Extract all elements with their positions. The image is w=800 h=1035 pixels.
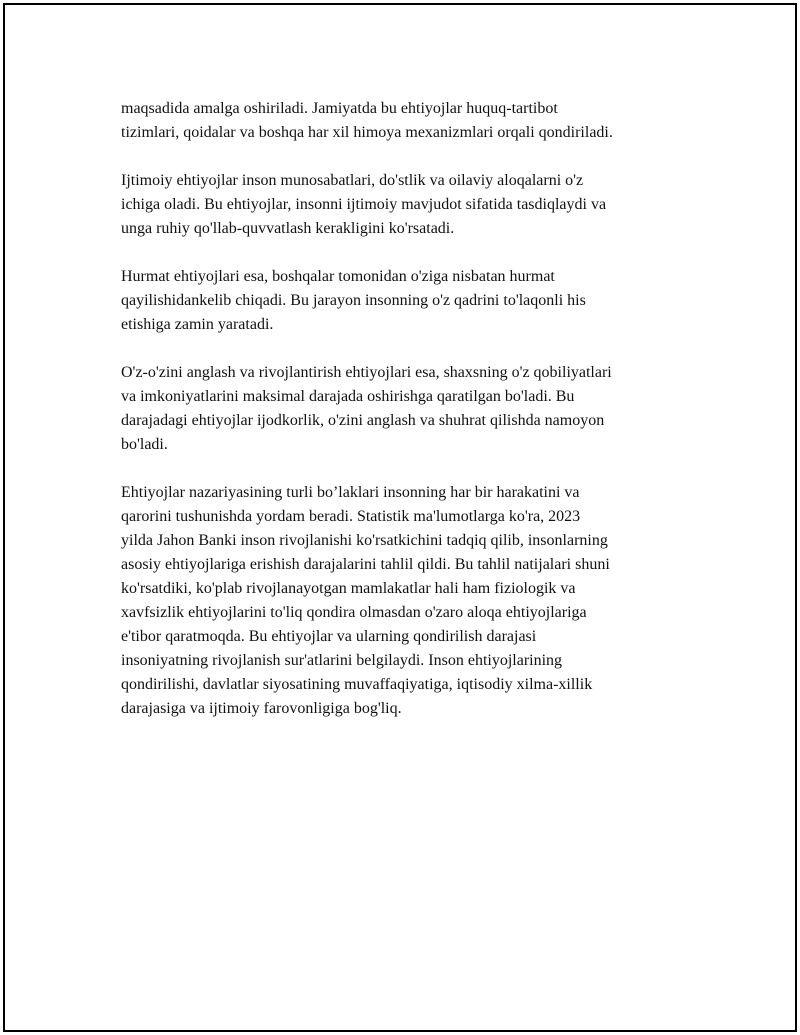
text-line: insoniyatning rivojlanish sur'atlarini belgilaydi. Inson ehtiyojlarining [121,652,563,669]
text-line: tizimlari, qoidalar va boshqa har xil himoya mexanizmlari orqali qondiriladi. [121,124,613,141]
paragraph-needs-theory-statistics [121,481,691,721]
text-line: e'tibor qaratmoqda. Bu ehtiyojlar va ularning qondirilish darajasi [121,628,537,645]
text-line: asosiy ehtiyojlariga erishish darajalarini tahlil qildi. Bu tahlil natijalari shuni [121,556,610,573]
text-line: maqsadida amalga oshiriladi. Jamiyatda bu ehtiyojlar huquq-tartibot [121,100,558,117]
paragraph-security-needs [121,97,691,145]
text-line: ichiga oladi. Bu ehtiyojlar, insonni ijtimoiy mavjudot sifatida tasdiqlaydi va [121,196,607,213]
paragraph-social-needs [121,169,691,241]
text-line: O'z-o'zini anglash va rivojlantirish ehtiyojlari esa, shaxsning o'z qobiliyatlari [121,364,612,381]
text-line: darajasiga va ijtimoiy farovonligiga bog'liq. [121,700,402,717]
page-frame [3,3,797,1032]
paragraph-self-actualization-needs [121,361,691,457]
text-line: ko'rsatdiki, ko'plab rivojlanayotgan mamlakatlar hali ham fiziologik va [121,580,576,597]
text-line: unga ruhiy qo'llab-quvvatlash kerakligini ko'rsatadi. [121,220,455,237]
document-body [121,97,691,745]
text-line: yilda Jahon Banki inson rivojlanishi ko'rsatkichini tadqiq qilib, insonlarning [121,532,608,549]
text-line: xavfsizlik ehtiyojlarini to'liq qondira olmasdan o'zaro aloqa ehtiyojlariga [121,604,587,621]
text-line: qarorini tushunishda yordam beradi. Statistik ma'lumotlarga ko'ra, 2023 [121,508,581,525]
text-line: va imkoniyatlarini maksimal darajada oshirishga qaratilgan bo'ladi. Bu [121,388,575,405]
text-line: qondirilishi, davlatlar siyosatining muvaffaqiyatiga, iqtisodiy xilma-xillik [121,676,593,693]
text-line: Hurmat ehtiyojlari esa, boshqalar tomonidan o'ziga nisbatan hurmat [121,268,555,285]
text-line: bo'ladi. [121,436,168,453]
text-line: etishiga zamin yaratadi. [121,316,274,333]
text-line: Ehtiyojlar nazariyasining turli bo’laklari insonning har bir harakatini va [121,484,580,501]
text-line: qayilishidankelib chiqadi. Bu jarayon insonning o'z qadrini to'laqonli his [121,292,586,309]
paragraph-esteem-needs [121,265,691,337]
text-line: darajadagi ehtiyojlar ijodkorlik, o'zini anglash va shuhrat qilishda namoyon [121,412,605,429]
text-line: Ijtimoiy ehtiyojlar inson munosabatlari, do'stlik va oilaviy aloqalarni o'z [121,172,584,189]
